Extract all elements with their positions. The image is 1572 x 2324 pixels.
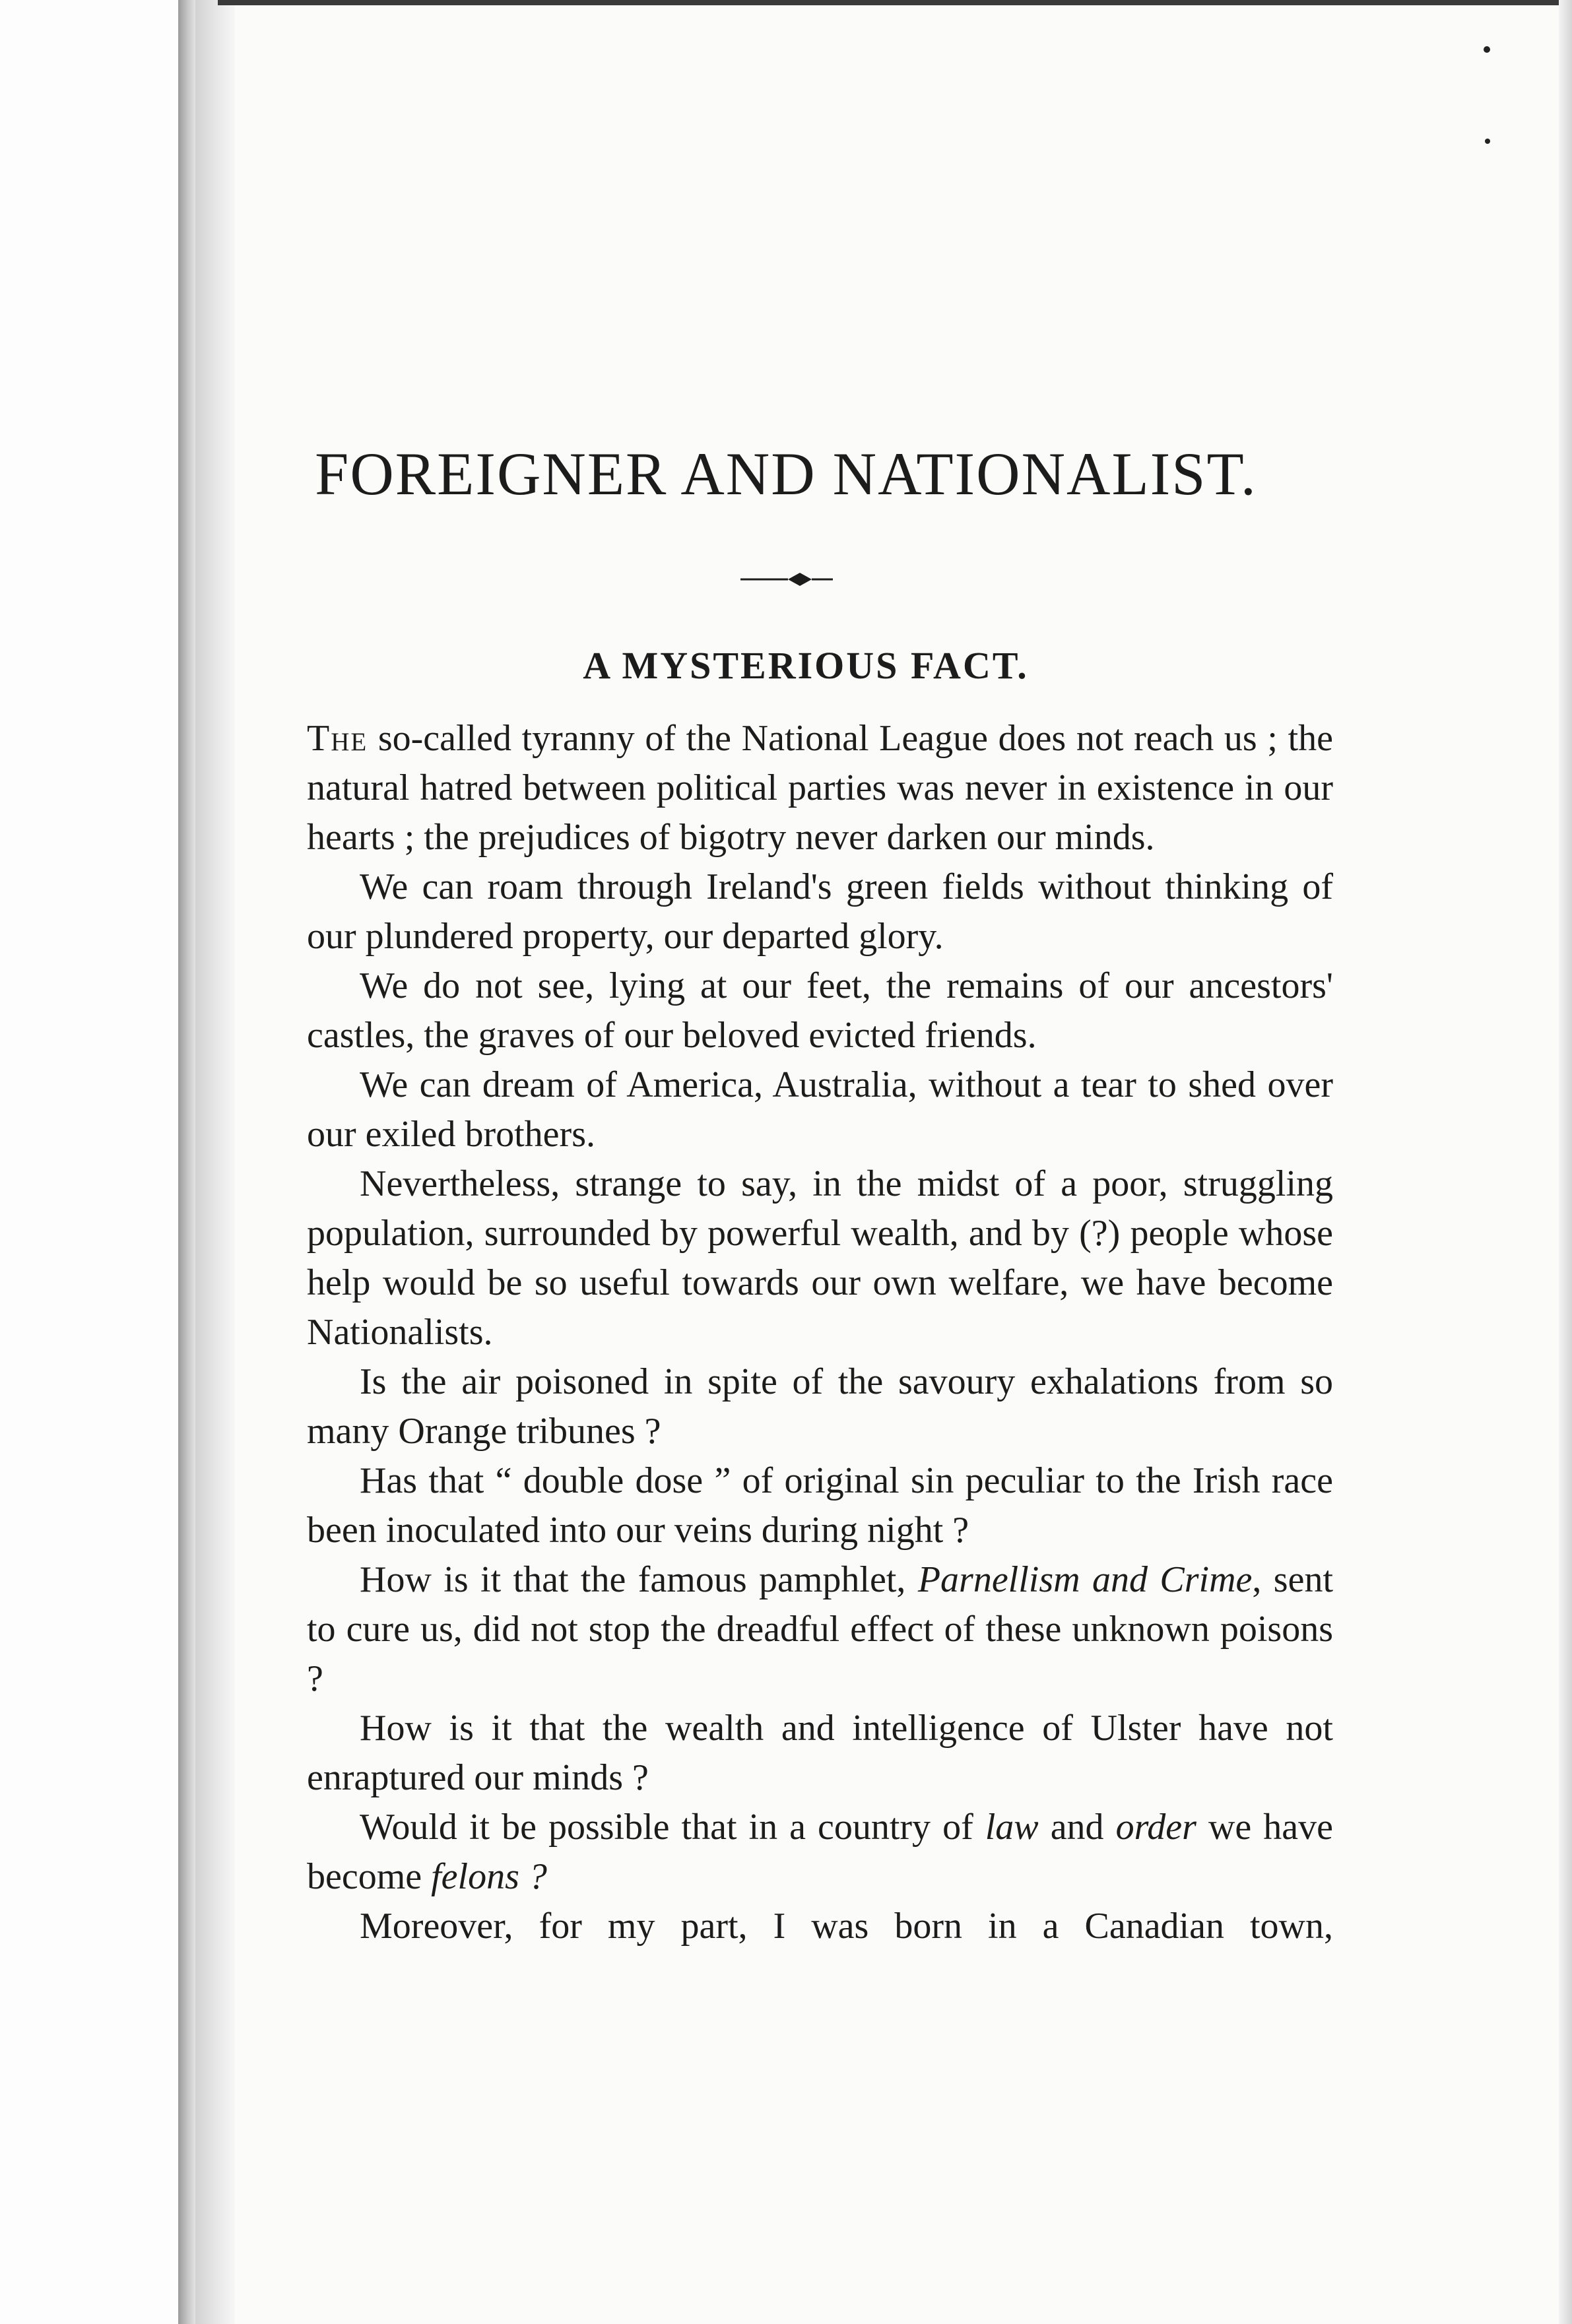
section-heading: A MYSTERIOUS FACT. [583, 644, 1029, 687]
paragraph: Is the air poisoned in spite of the savoury exhalations from so many Orange tribunes ? [307, 1361, 1333, 1452]
paragraph-text: , sent to cure us, did not stop the dreadful effect of these unknown poisons ? [307, 1559, 1334, 1699]
scan-speck [1485, 139, 1490, 144]
paragraph-text: and [1038, 1807, 1116, 1848]
dropcap-word: The [307, 718, 368, 759]
page-left-margin [0, 0, 178, 2324]
paragraph: We do not see, lying at our feet, the remains of our ancestors' castles, the graves of our beloved evicted friends. [307, 965, 1333, 1056]
paragraph-text: Would it be possible that in a country of [360, 1807, 985, 1848]
body-text [307, 714, 1333, 1951]
paragraph: Has that “ double dose ” of original sin peculiar to the Irish race been inoculated into our veins during night ? [307, 1460, 1333, 1551]
binding-shadow [195, 0, 235, 2324]
paragraph [307, 714, 1333, 862]
paragraph [307, 1803, 1333, 1902]
emphasis-order: order [1115, 1807, 1196, 1848]
emphasis-felons: felons ? [431, 1856, 547, 1897]
paragraph-text: so-called tyranny of the National League does not reach us ; the natural hatred between political parties was never in existence in our hearts ; the prejudices of bigotry never darken our minds. [307, 718, 1333, 858]
paragraph: How is it that the wealth and intelligence of Ulster have not enraptured our minds ? [307, 1708, 1333, 1798]
emphasis-law: law [985, 1807, 1039, 1848]
scan-speck [1484, 46, 1490, 53]
page-top-edge [218, 0, 1572, 5]
binding-gutter [178, 0, 195, 2324]
pamphlet-title: Parnellism and Crime [917, 1559, 1253, 1600]
paragraph [307, 1555, 1333, 1704]
paragraph-text: we have become [307, 1807, 1334, 1897]
page-title: FOREIGNER AND NATIONALIST. [315, 440, 1257, 507]
page-right-edge [1559, 0, 1572, 2324]
paragraph: We can roam through Ireland's green fields without thinking of our plundered property, our departed glory. [307, 866, 1333, 957]
paragraph: Nevertheless, strange to say, in the midst of a poor, struggling population, surrounded by powerful wealth, and by (?) people whose help would be so useful towards our own welfare, we have become Nationalists. [307, 1163, 1333, 1353]
ornament-divider-icon [740, 571, 859, 587]
paragraph-text: How is it that the famous pamphlet, [360, 1559, 918, 1600]
paragraph: We can dream of America, Australia, without a tear to shed over our exiled brothers. [307, 1064, 1333, 1155]
paragraph: Moreover, for my part, I was born in a Canadian town, [360, 1906, 1333, 1947]
